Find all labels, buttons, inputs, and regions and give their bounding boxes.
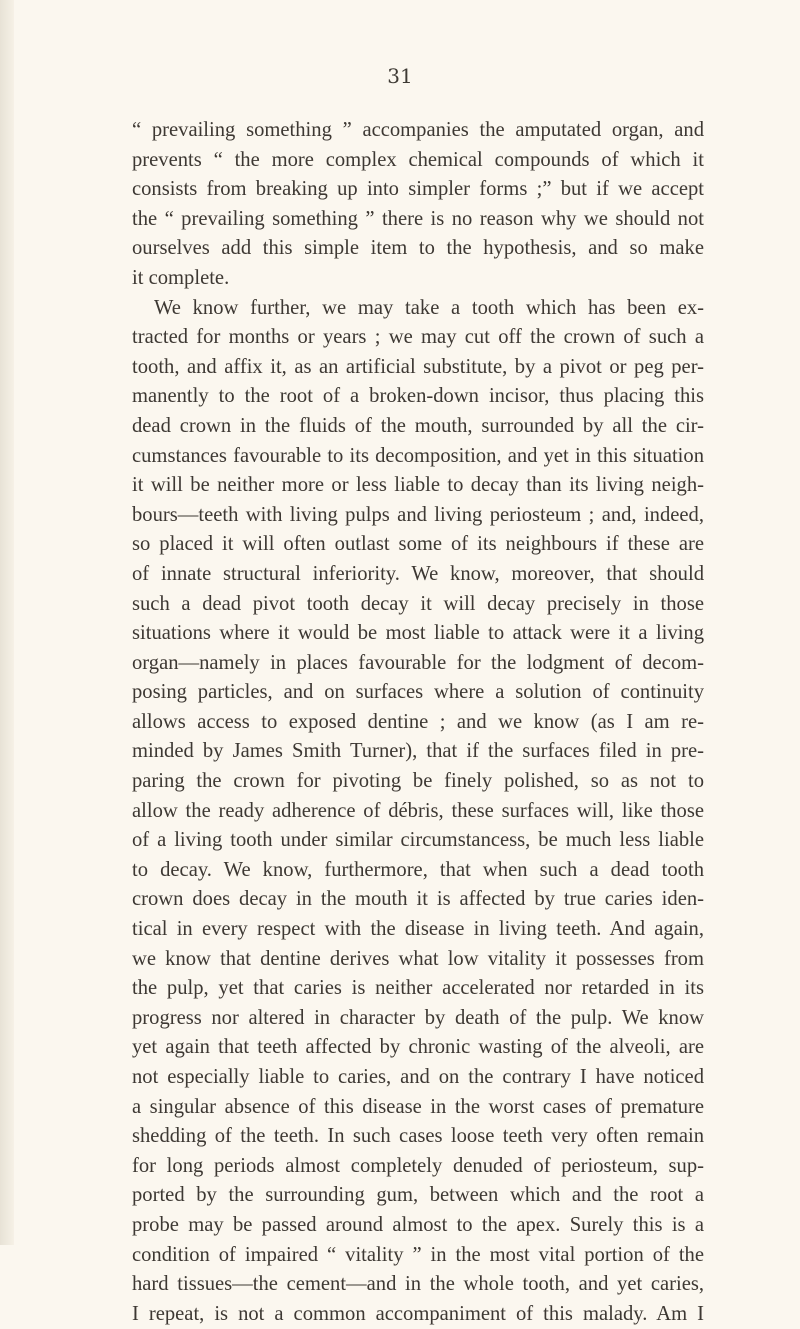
text-line: We know further, we may take a tooth which has been ex- — [154, 296, 704, 319]
text-line: allow the ready adherence of débris, these surfaces will, like those — [132, 799, 704, 822]
text-line: tical in every respect with the disease in living teeth. And again, — [132, 918, 704, 941]
text-line: ported by the surrounding gum, between which and the root a — [132, 1184, 704, 1207]
text-line: paring the crown for pivoting be finely polished, so as not to — [132, 770, 704, 793]
text-line: bours—teeth with living pulps and living periosteum ; and, indeed, — [132, 503, 704, 526]
text-line: we know that dentine derives what low vitality it possesses from — [132, 947, 704, 970]
text-line: not especially liable to caries, and on the contrary I have noticed — [132, 1066, 704, 1088]
text-line: situations where it would be most liable to attack were it a living — [132, 622, 704, 645]
page-binding-shadow — [0, 0, 14, 1245]
text-line: tracted for months or years ; we may cut off the crown of such a — [132, 326, 704, 349]
text-line: dead crown in the fluids of the mouth, surrounded by all the cir- — [132, 414, 704, 437]
text-line: condition of impaired “ vitality ” in the most vital portion of the — [132, 1243, 704, 1266]
text-line: posing particles, and on surfaces where a solution of continuity — [132, 681, 704, 704]
text-line: I repeat, is not a common accompaniment of this malady. Am I — [132, 1302, 704, 1325]
text-line: manently to the root of a broken-down incisor, thus placing this — [132, 385, 704, 408]
text-line: so placed it will often outlast some of its neighbours if these are — [132, 533, 704, 556]
text-line: “ prevailing something ” accompanies the amputated organ, and — [132, 119, 704, 141]
text-line: hard tissues—the cement—and in the whole tooth, and yet caries, — [132, 1273, 704, 1296]
text-line: organ—namely in places favourable for the lodgment of decom- — [132, 651, 704, 674]
text-line: ourselves add this simple item to the hypothesis, and so make — [132, 237, 704, 260]
text-line: of a living tooth under similar circumstancess, be much less liable — [132, 829, 704, 852]
text-line: minded by James Smith Turner), that if the surfaces filed in pre- — [132, 740, 704, 763]
text-line: crown does decay in the mouth it is affected by true caries iden- — [132, 888, 704, 911]
text-line: yet again that teeth affected by chronic wasting of the alveoli, are — [132, 1036, 704, 1059]
text-line: it complete. — [132, 266, 230, 289]
text-line: for long periods almost completely denuded of periosteum, sup- — [132, 1154, 704, 1177]
text-line: to decay. We know, furthermore, that when such a dead tooth — [132, 858, 704, 881]
text-line: such a dead pivot tooth decay it will decay precisely in those — [132, 592, 704, 615]
text-line: it will be neither more or less liable to decay than its living neigh- — [132, 474, 704, 497]
text-line: the pulp, yet that caries is neither accelerated nor retarded in its — [132, 977, 704, 1000]
text-line: tooth, and affix it, as an artificial substitute, by a pivot or peg per- — [132, 355, 704, 378]
text-line: consists from breaking up into simpler forms ;” but if we accept — [132, 178, 704, 201]
text-line: a singular absence of this disease in the worst cases of premature — [132, 1095, 704, 1118]
text-line: cumstances favourable to its decomposition, and yet in this situation — [132, 444, 704, 467]
body-text — [132, 116, 704, 1329]
text-line: probe may be passed around almost to the apex. Surely this is a — [132, 1213, 704, 1236]
text-line: shedding of the teeth. In such cases loose teeth very often remain — [132, 1125, 704, 1148]
text-line: progress nor altered in character by death of the pulp. We know — [132, 1006, 704, 1029]
text-line: of innate structural inferiority. We know, moreover, that should — [132, 562, 704, 585]
text-line: the “ prevailing something ” there is no reason why we should not — [132, 207, 704, 230]
text-line: prevents “ the more complex chemical compounds of which it — [132, 148, 704, 171]
text-line: allows access to exposed dentine ; and we know (as I am re- — [132, 710, 704, 733]
page-number: 31 — [387, 64, 413, 88]
